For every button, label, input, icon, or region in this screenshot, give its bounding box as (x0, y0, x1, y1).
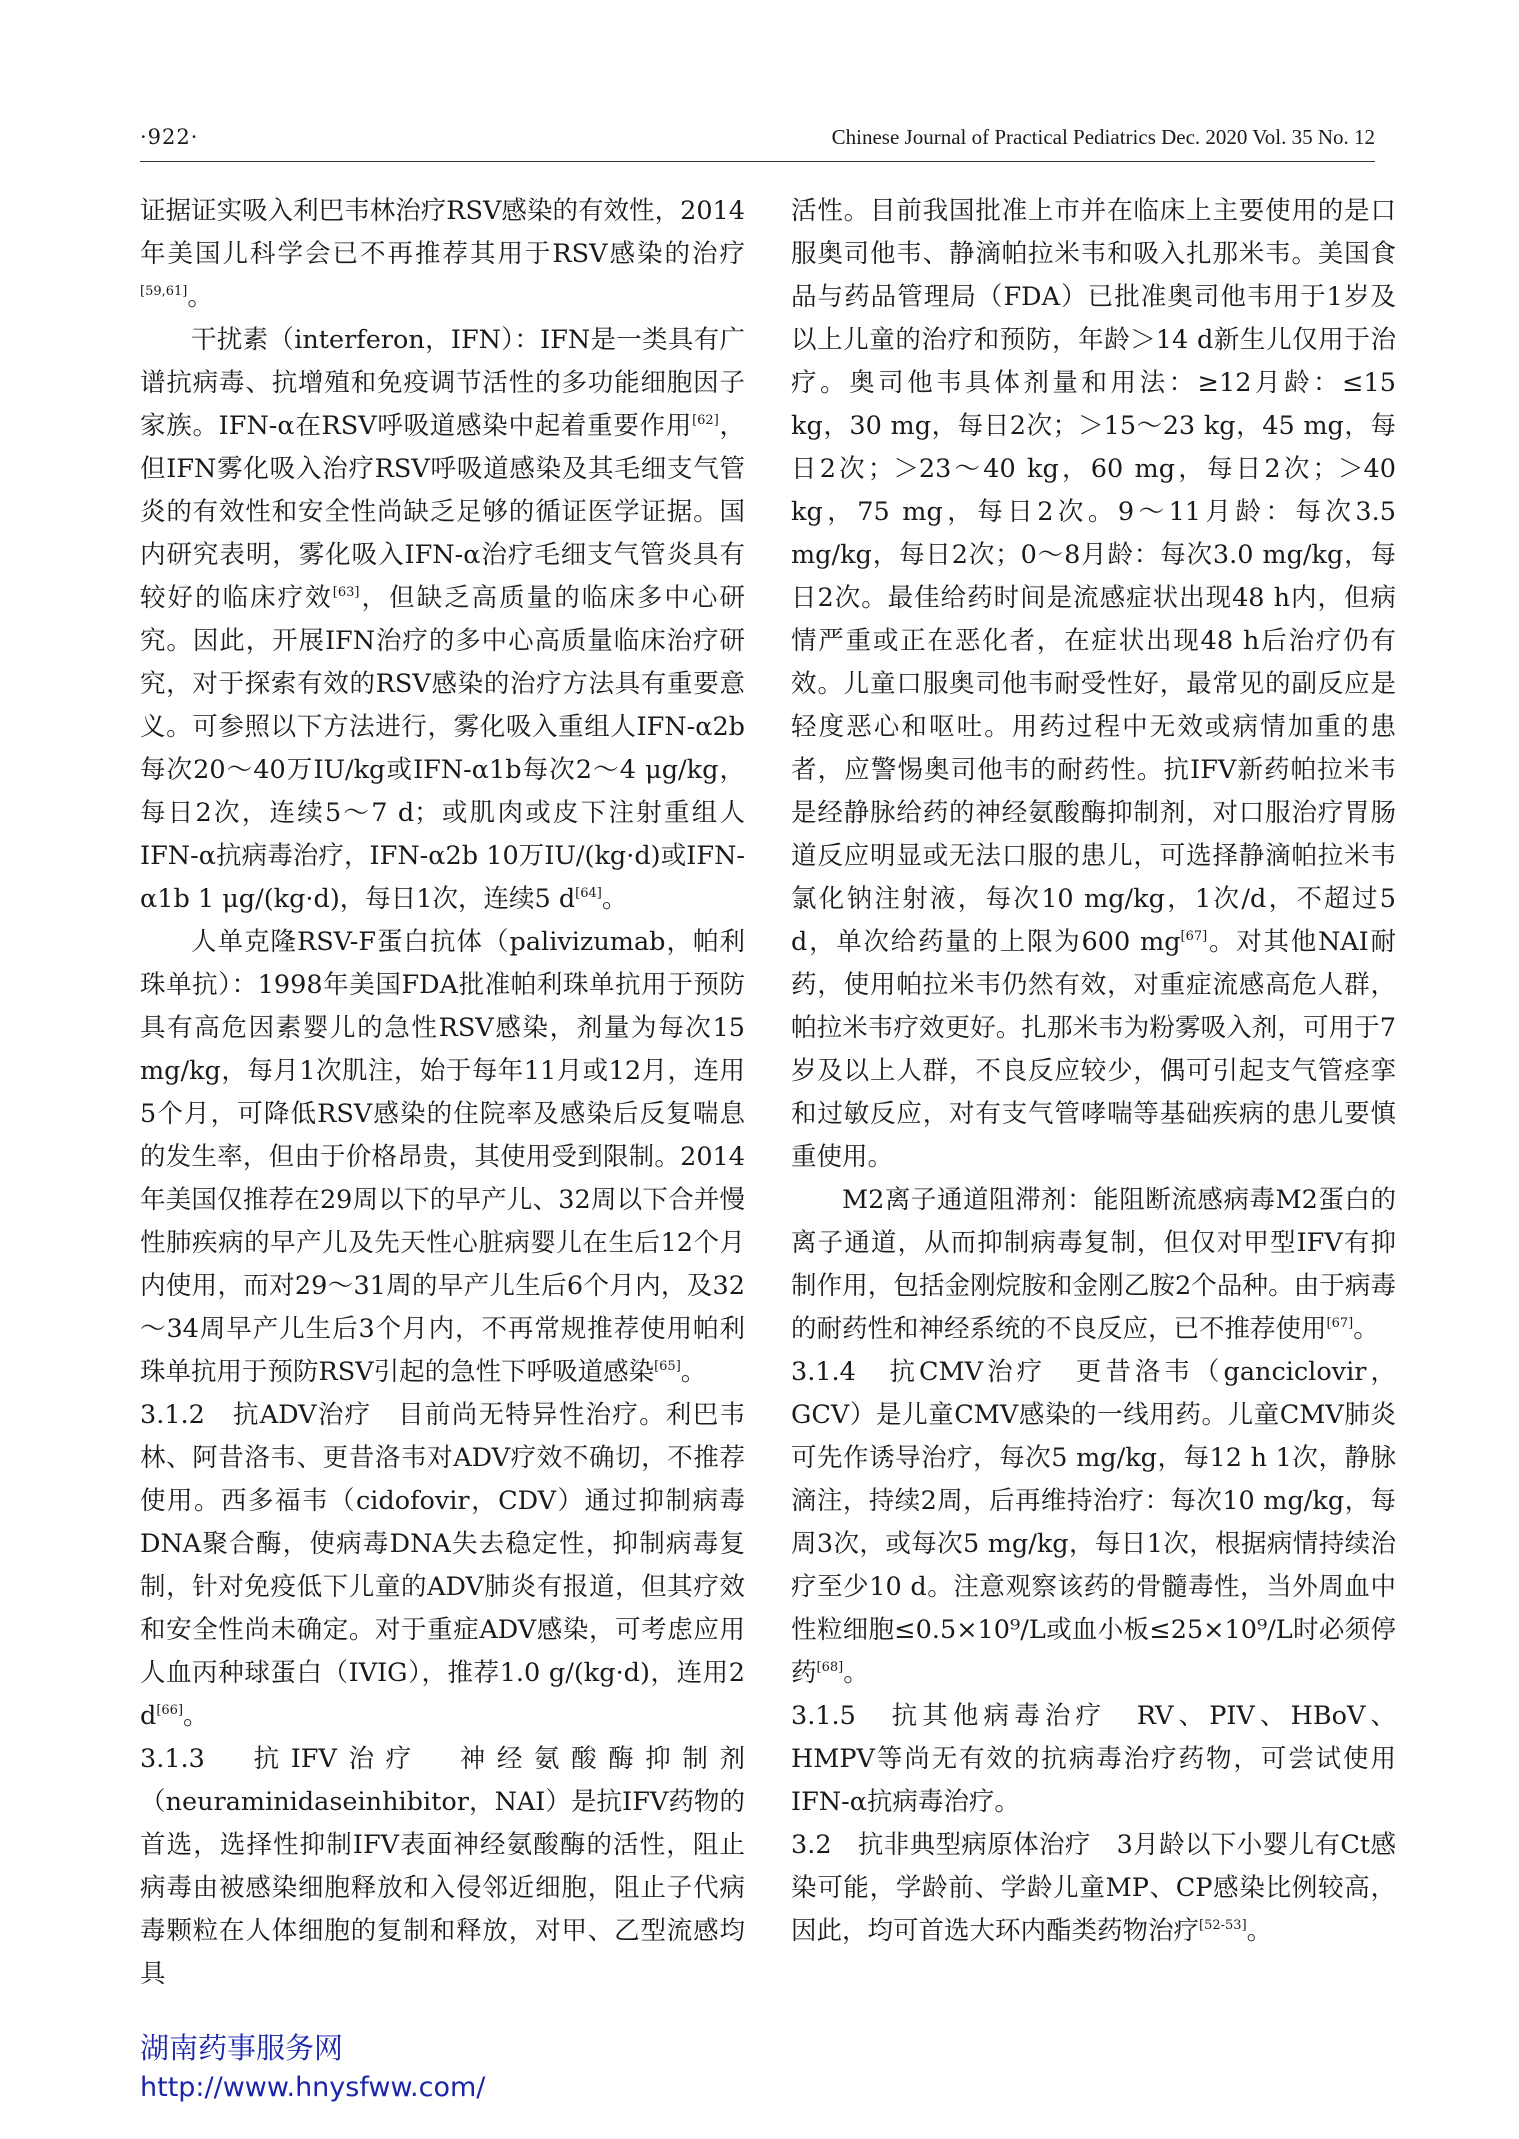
paragraph: M2离子通道阻滞剂：能阻断流感病毒M2蛋白的离子通道，从而抑制病毒复制，但仅对甲型IFV有抑制作用，包括金刚烷胺和金刚乙胺2个品种。由于病毒的耐药性和神经系统的不良反应，已不推荐使用[67]。 (791, 1185, 1396, 1344)
running-header (140, 125, 1375, 157)
section-3-1-2: 3.1.2 抗ADV治疗 目前尚无特异性治疗。利巴韦林、阿昔洛韦、更昔洛韦对ADV疗效不确切，不推荐使用。西多福韦（cidofovir，CDV）通过抑制病毒DNA聚合酶，使病毒DNA失去稳定性，抑制病毒复制，针对免疫低下儿童的ADV肺炎有报道，但其疗效和安全性尚未确定。对于重症ADV感染，可考虑应用人血丙种球蛋白（IVIG），推荐1.0 g/(kg·d)，连用2 d[66]。 (140, 1400, 745, 1731)
paragraph: 人单克隆RSV-F蛋白抗体（palivizumab，帕利珠单抗）：1998年美国FDA批准帕利珠单抗用于预防具有高危因素婴儿的急性RSV感染，剂量为每次15 mg/kg，每月1次肌注，始于每年11月或12月，连用5个月，可降低RSV感染的住院率及感染后反复喘息的发生率，但由于价格昂贵，其使用受到限制。2014年美国仅推荐在29周以下的早产儿、32周以下合并慢性肺疾病的早产儿及先天性心脏病婴儿在生后12个月内使用，而对29～31周的早产儿生后6个月内，及32～34周早产儿生后3个月内，不再常规推荐使用帕利珠单抗用于预防RSV引起的急性下呼吸道感染[65]。 (140, 927, 745, 1387)
paragraph: 活性。目前我国批准上市并在临床上主要使用的是口服奥司他韦、静滴帕拉米韦和吸入扎那米韦。美国食品与药品管理局（FDA）已批准奥司他韦用于1岁及以上儿童的治疗和预防，年龄＞14 d新生儿仅用于治疗。奥司他韦具体剂量和用法：≥12月龄：≤15 kg，30 mg，每日2次；＞15～23 kg，45 mg，每日2次；＞23～40 kg，60 mg，每日2次；＞40 kg，75 mg，每日2次。9～11月龄：每次3.5 mg/kg，每日2次；0～8月龄：每次3.0 mg/kg，每日2次。最佳给药时间是流感症状出现48 h内，但病情严重或正在恶化者，在症状出现48 h后治疗仍有效。儿童口服奥司他韦耐受性好，最常见的副反应是轻度恶心和呕吐。用药过程中无效或病情加重的患者，应警惕奥司他韦的耐药性。抗IFV新药帕拉米韦是经静脉给药的神经氨酸酶抑制剂，对口服治疗胃肠道反应明显或无法口服的患儿，可选择静滴帕拉米韦氯化钠注射液，每次10 mg/kg，1次/d，不超过5 d，单次给药量的上限为600 mg[67]。对其他NAI耐药，使用帕拉米韦仍然有效，对重症流感高危人群，帕拉米韦疗效更好。扎那米韦为粉雾吸入剂，可用于7岁及以上人群，不良反应较少，偶可引起支气管痉挛和过敏反应，对有支气管哮喘等基础疾病的患儿要慎重使用。 (791, 196, 1396, 1172)
page-number: ·922· (140, 125, 199, 149)
right-column (791, 190, 1396, 1953)
section-3-1-4: 3.1.4 抗CMV治疗 更昔洛韦（ganciclovir，GCV）是儿童CMV感染的一线用药。儿童CMV肺炎可先作诱导治疗，每次5 mg/kg，每12 h 1次，静脉滴注，持续2周，后再维持治疗：每次10 mg/kg，每周3次，或每次5 mg/kg，每日1次，根据病情持续治疗至少10 d。注意观察该药的骨髓毒性，当外周血中性粒细胞≤0.5×10⁹/L或血小板≤25×10⁹/L时必须停药[68]。 (791, 1357, 1396, 1688)
watermark (140, 2028, 485, 2108)
paragraph: 证据证实吸入利巴韦林治疗RSV感染的有效性，2014年美国儿科学会已不再推荐其用于RSV感染的治疗[59,61]。 (140, 196, 745, 312)
section-3-1-5: 3.1.5 抗其他病毒治疗 RV、PIV、HBoV、HMPV等尚无有效的抗病毒治疗药物，可尝试使用IFN-α抗病毒治疗。 (791, 1701, 1396, 1817)
section-3-2: 3.2 抗非典型病原体治疗 3月龄以下小婴儿有Ct感染可能，学龄前、学龄儿童MP、CP感染比例较高，因此，均可首选大环内酯类药物治疗[52-53]。 (791, 1830, 1396, 1946)
left-column (140, 190, 745, 1996)
section-3-1-3: 3.1.3 抗IFV治疗 神经氨酸酶抑制剂（neuraminidaseinhibitor，NAI）是抗IFV药物的首选，选择性抑制IFV表面神经氨酸酶的活性，阻止病毒由被感染细胞释放和入侵邻近细胞，阻止子代病毒颗粒在人体细胞的复制和释放，对甲、乙型流感均具 (140, 1744, 745, 1989)
header-rule (140, 161, 1375, 162)
watermark-url[interactable]: http://www.hnysfww.com/ (140, 2072, 486, 2103)
watermark-site-name: 湖南药事服务网 (140, 2031, 344, 2065)
journal-info: Chinese Journal of Practical Pediatrics Dec. 2020 Vol. 35 No. 12 (831, 125, 1375, 149)
paragraph: 干扰素（interferon，IFN）：IFN是一类具有广谱抗病毒、抗增殖和免疫调节活性的多功能细胞因子家族。IFN-α在RSV呼吸道感染中起着重要作用[62]，但IFN雾化吸入治疗RSV呼吸道感染及其毛细支气管炎的有效性和安全性尚缺乏足够的循证医学证据。国内研究表明，雾化吸入IFN-α治疗毛细支气管炎具有较好的临床疗效[63]，但缺乏高质量的临床多中心研究。因此，开展IFN治疗的多中心高质量临床治疗研究，对于探索有效的RSV感染的治疗方法具有重要意义。可参照以下方法进行，雾化吸入重组人IFN-α2b每次20～40万IU/kg或IFN-α1b每次2～4 μg/kg，每日2次，连续5～7 d；或肌肉或皮下注射重组人IFN-α抗病毒治疗，IFN-α2b 10万IU/(kg·d)或IFN-α1b 1 μg/(kg·d)，每日1次，连续5 d[64]。 (140, 325, 745, 914)
